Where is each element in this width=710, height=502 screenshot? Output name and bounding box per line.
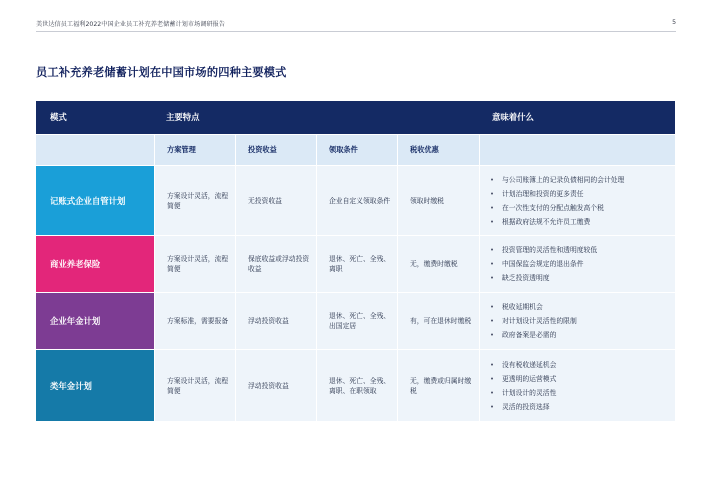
meaning-item: • 根据政府法规不允许员工缴费 bbox=[490, 217, 591, 226]
mode-label: 记账式企业自管计划 bbox=[36, 166, 154, 235]
tax-benefit-cell: 无，缴费时缴税 bbox=[398, 236, 479, 292]
withdrawal-conditions-cell: 退休、死亡、全残、离职、在职领取 bbox=[317, 350, 397, 421]
tax-benefit-cell: 领取时缴税 bbox=[398, 166, 479, 235]
subheader-investment-return: 投资收益 bbox=[236, 135, 316, 165]
meaning-list bbox=[480, 236, 675, 292]
meaning-item: • 没有税收递延机会 bbox=[490, 360, 557, 369]
subheader-meaning-blank bbox=[480, 135, 675, 165]
meaning-item: • 投资管理的灵活性和透明度较低 bbox=[490, 246, 598, 254]
withdrawal-conditions-cell: 退休、死亡、全残、离职 bbox=[317, 236, 397, 292]
meaning-item: • 更透明的运营模式 bbox=[490, 374, 557, 383]
meaning-item: • 灵活的投资选择 bbox=[490, 402, 550, 411]
mode-label: 企业年金计划 bbox=[36, 293, 154, 349]
page-number: 5 bbox=[672, 19, 676, 26]
withdrawal-conditions-cell: 企业自定义领取条件 bbox=[317, 166, 397, 235]
meaning-list bbox=[480, 293, 675, 349]
table-subheader-row bbox=[36, 135, 675, 165]
tax-benefit-cell: 无，缴费或归属时缴税 bbox=[398, 350, 479, 421]
subheader-plan-management: 方案管理 bbox=[155, 135, 235, 165]
header-meaning: 意味着什么 bbox=[492, 112, 534, 122]
meaning-list bbox=[480, 166, 675, 235]
meaning-item: • 中国保监会规定的退出条件 bbox=[490, 260, 584, 268]
header-features: 主要特点 bbox=[166, 112, 200, 122]
meaning-item: • 税收延期机会 bbox=[490, 303, 543, 311]
plan-management-cell: 方案设计灵活，流程简便 bbox=[155, 350, 235, 421]
plan-management-cell: 方案设计灵活，流程简便 bbox=[155, 166, 235, 235]
meaning-item: • 对计划设计灵活性的限制 bbox=[490, 317, 577, 325]
investment-return-cell: 浮动投资收益 bbox=[236, 350, 316, 421]
meaning-item: • 计划治理和投资的更多责任 bbox=[490, 189, 584, 198]
plan-management-cell: 方案标准，需要报备 bbox=[155, 293, 235, 349]
subheader-withdrawal-conditions: 领取条件 bbox=[317, 135, 397, 165]
tax-benefit-cell: 有，可在退休时缴税 bbox=[398, 293, 479, 349]
page-header bbox=[36, 19, 676, 31]
plan-management-cell: 方案设计灵活，流程简便 bbox=[155, 236, 235, 292]
table-row bbox=[36, 293, 675, 349]
table-row bbox=[36, 166, 675, 235]
section-title: 员工补充养老储蓄计划在中国市场的四种主要模式 bbox=[36, 66, 287, 79]
table-row bbox=[36, 350, 675, 421]
mode-label: 商业养老保险 bbox=[36, 236, 154, 292]
meaning-item: • 缺乏投资透明度 bbox=[490, 274, 550, 282]
mode-label: 类年金计划 bbox=[36, 350, 154, 421]
document-title: 美世达信员工福利2022中国企业员工补充养老储蓄计划市场调研报告 bbox=[36, 21, 225, 28]
subheader-blank bbox=[36, 135, 154, 165]
investment-return-cell: 保底收益或浮动投资收益 bbox=[236, 236, 316, 292]
header-divider bbox=[36, 31, 676, 32]
meaning-item: • 政府备案是必需的 bbox=[490, 331, 557, 339]
investment-return-cell: 浮动投资收益 bbox=[236, 293, 316, 349]
table-row bbox=[36, 236, 675, 292]
meaning-item: • 计划设计的灵活性 bbox=[490, 388, 557, 397]
meaning-item: • 与公司账簿上的记录负债相同的会计处理 bbox=[490, 175, 625, 184]
investment-return-cell: 无投资收益 bbox=[236, 166, 316, 235]
meaning-list bbox=[480, 350, 675, 421]
withdrawal-conditions-cell: 退休、死亡、全残、出国定居 bbox=[317, 293, 397, 349]
subheader-tax-benefit: 税收优惠 bbox=[398, 135, 479, 165]
header-mode: 模式 bbox=[50, 112, 67, 122]
meaning-item: • 在一次性支付的分配点触发高个税 bbox=[490, 203, 604, 212]
table-header-row bbox=[36, 101, 675, 134]
